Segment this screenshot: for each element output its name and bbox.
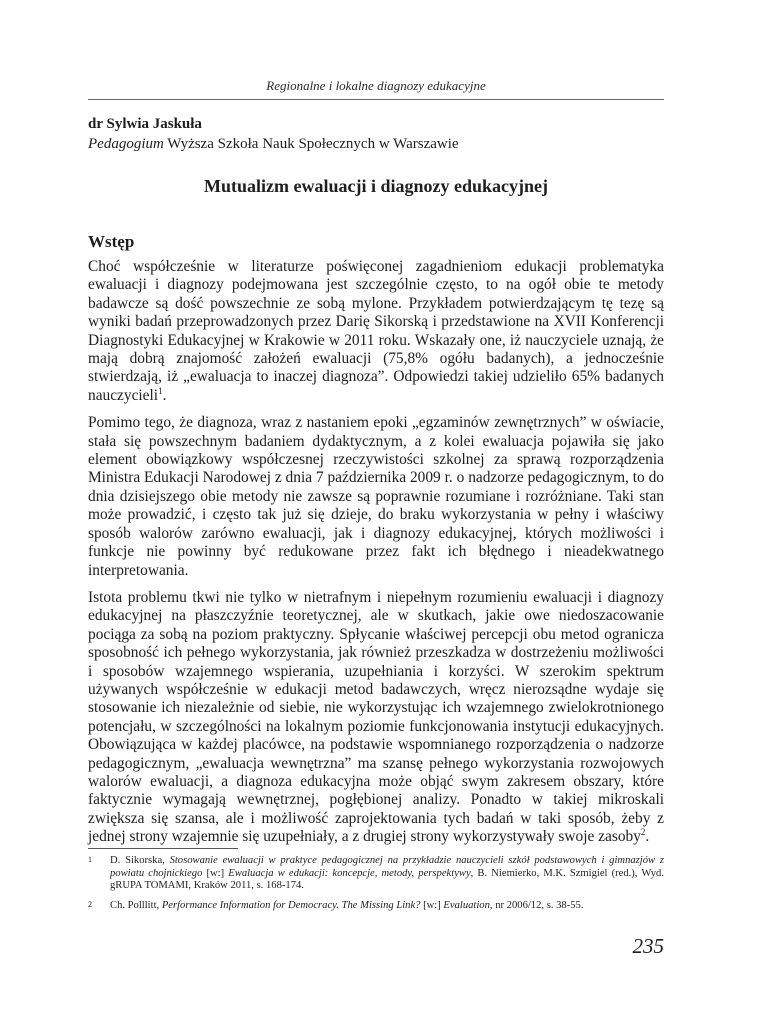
- paragraph-text: Pomimo tego, że diagnoza, wraz z nastaniem epoki „egzaminów zewnętrznych” w oświacie, stała się powszechnym badaniem dydaktycznym, a z kolei ewaluacja pojawiła się jako element obowiązkowy współczesnej rzeczywistości szkolnej za sprawą rozporządzenia Ministra Edukacji Narodowej z dnia 7 października 2009 r. o nadzorze pedagogicznym, to do dnia dzisiejszego obie metody nie zawsze są poprawnie rozumiane i rozróżniane. Taki stan może prowadzić, i często tak już się dzieje, do braku wykorzystania w pełny i właściwy sposób walorów zarówno ewaluacji, jak i diagnozy edukacyjnej, których możliwości i funkcje nie powinny być redukowane przez fakt ich błędnego i nieadekwatnego interpretowania.: [88, 414, 664, 579]
- page-number: 235: [632, 934, 664, 958]
- footnote-italic-title: Stosowanie ewaluacji w praktyce pedagogicznej na przykładzie nauczycieli szkół podstawowych i gimnazjów z powiatu chojnickiego: [110, 855, 664, 879]
- footnote-text: , B. Niemierko, M.K. Szmigiel (red.), Wyd. gRUPA TOMAMI, Kraków 2011, s. 168-174.: [110, 867, 665, 892]
- footnote: [88, 855, 664, 893]
- header-rule: [88, 99, 664, 100]
- paragraph: [88, 589, 664, 847]
- paragraph-text: Choć współcześnie w literaturze poświęconej zagadnieniom edukacji problematyka ewaluacji i diagnozy podejmowana jest szczególnie często, to na ogół obie te metody badawcze są dość powszechnie ze sobą mylone. Przykładem potwierdzającym tę tezę są wyniki badań przeprowadzonych przez Darię Sikorską i przedstawione na XVII Konferencji Diagnostyki Edukacyjnej w Krakowie w 2011 roku. Wskazały one, iż nauczyciele uznają, że mają dobrą znajomość założeń ewaluacji (75,8% ogółu badanych), a jednocześnie stwierdzają, iż „ewaluacja to inaczej diagnoza”. Odpowiedzi takiej udzieliło 65% badanych nauczycieli: [88, 258, 664, 404]
- footnote-rule: [88, 848, 238, 849]
- footnote-reference[interactable]: 2: [640, 827, 646, 838]
- footnote-text: , nr 2006/12, s. 38-55.: [489, 899, 584, 911]
- footnote: [88, 900, 664, 913]
- footnote-number: 1: [88, 855, 92, 864]
- footnote-text: Ch. Polllitt,: [110, 899, 162, 911]
- affiliation-institution-italic: Pedagogium: [88, 136, 164, 152]
- author-name: dr Sylwia Jaskuła: [88, 116, 202, 132]
- article-body: [88, 258, 664, 856]
- paragraph-end: .: [645, 828, 650, 846]
- paragraph: [88, 414, 664, 580]
- paragraph-text: Istota problemu tkwi nie tylko w nietrafnym i niepełnym rozumieniu ewaluacji i diagnozy edukacyjnej na płaszczyźnie teoretycznej, ale w skutkach, jakie owe niedoszacowanie pociąga za sobą na poziom praktyczny. Spłycanie właściwej percepcji obu metod ogranicza sposobność ich pełnego wykorzystania, jak również przeszkadza w dostrzeżeniu możliwości i sposobów wzajemnego wspierania, uzupełniania i korzyści. W szerokim spektrum używanych współcześnie w edukacji metod badawczych, wręcz nierozsądne wydaje się stosowanie ich niezależnie od siebie, nie wykorzystując ich wzajemnego zwielokrotnionego potencjału, w szczególności na lokalnym poziomie funkcjonowania instytucji edukacyjnych. Obowiązująca w każdej placówce, na podstawie wspomnianego rozporządzenia o nadzorze pedagogicznym, „ewaluacja wewnętrzna” ma szansę pełnego wykorzystania rozwojowych walorów ewaluacji, a diagnoza edukacyjna może objąć swym zakresem obszary, które faktycznie wymagają wewnętrznej, pogłębionej analizy. Ponadto w takiej mikroskali zwiększa się szansa, ale i możliwość zaprojektowania tych badań w taki sposób, żeby z jednej strony wzajemnie się uzupełniały, a z drugiej strony wykorzystywały swoje zasoby: [88, 588, 664, 846]
- footnotes: [88, 855, 664, 919]
- author-affiliation: [88, 136, 459, 153]
- running-head: Regionalne i lokalne diagnozy edukacyjne: [266, 78, 486, 93]
- paragraph-end: .: [162, 386, 167, 404]
- footnote-italic-title: Performance Information for Democracy. The Missing Link?: [161, 899, 421, 911]
- footnote-text: D. Sikorska,: [110, 855, 170, 866]
- paragraph: [88, 258, 664, 405]
- footnote-number: 2: [88, 899, 92, 909]
- section-heading: Wstęp: [88, 232, 135, 251]
- footnote-text: [w:]: [202, 867, 229, 879]
- footnote-italic-source: Ewaluacja w edukacji: koncepcje, metody, perspektywy: [228, 867, 471, 879]
- footnote-text: [w:]: [420, 899, 444, 911]
- footnote-reference[interactable]: 1: [158, 385, 163, 396]
- footnote-italic-source: Evaluation: [443, 899, 490, 911]
- affiliation-institution-rest: Wyższa Szkoła Nauk Społecznych w Warszawie: [163, 136, 459, 152]
- article-title: Mutualizm ewaluacji i diagnozy edukacyjnej: [204, 176, 548, 196]
